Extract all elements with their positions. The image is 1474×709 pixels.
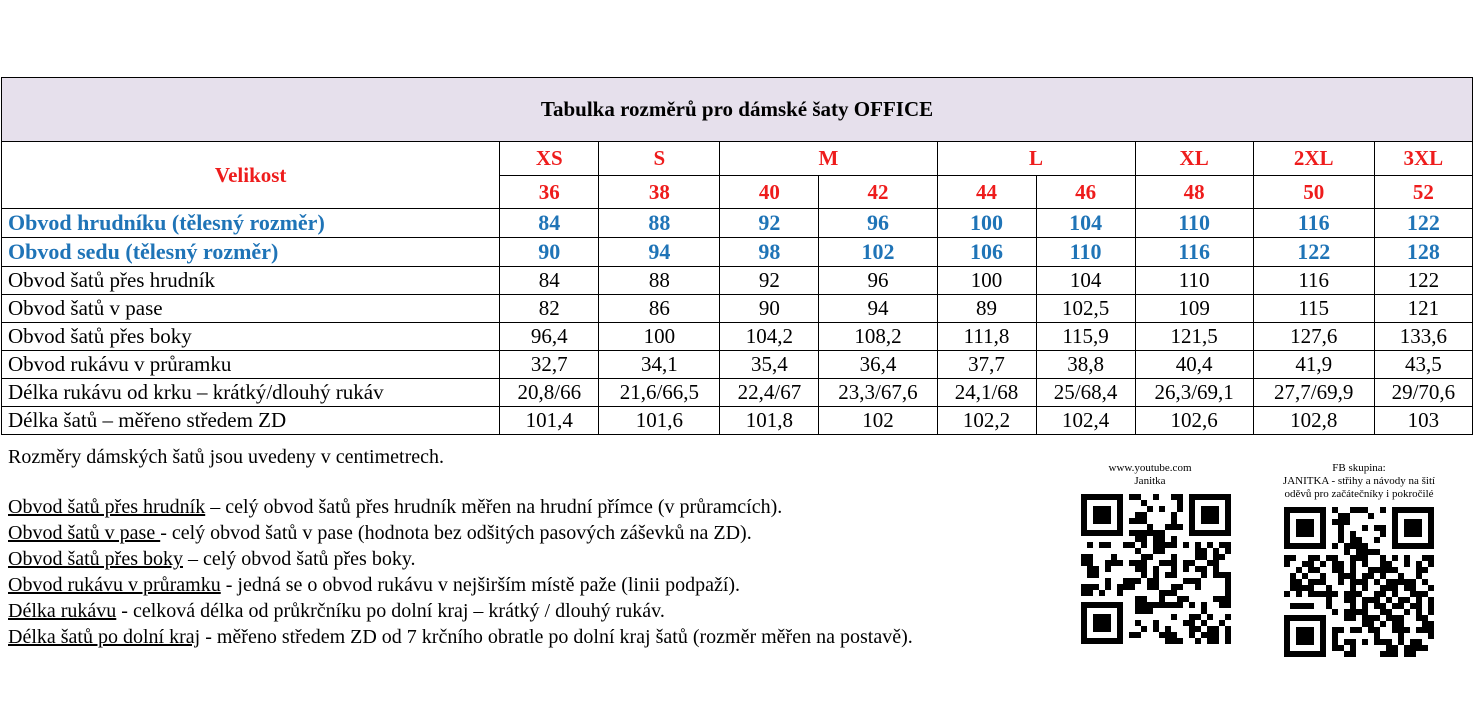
- row-label: Obvod sedu (tělesný rozměr): [2, 238, 500, 267]
- table-row: [2, 407, 1473, 435]
- legend-term: Obvod rukávu v průramku: [8, 574, 221, 596]
- table-cell: 100: [937, 267, 1036, 295]
- table-cell: 96,4: [500, 323, 599, 351]
- table-cell: 102,2: [937, 407, 1036, 435]
- table-cell: 82: [500, 295, 599, 323]
- qr-caption-line: Janitka: [1134, 475, 1166, 487]
- table-cell: 102,4: [1036, 407, 1135, 435]
- table-cell: 101,4: [500, 407, 599, 435]
- size-table: [1, 77, 1473, 435]
- table-cell: 96: [819, 209, 937, 238]
- table-cell: 115,9: [1036, 323, 1135, 351]
- table-cell: 110: [1036, 238, 1135, 267]
- legend: [8, 494, 913, 650]
- eu-size: 46: [1036, 176, 1135, 209]
- size-group-label: 2XL: [1253, 142, 1374, 176]
- table-cell: 84: [500, 267, 599, 295]
- qr-facebook: [1262, 462, 1456, 657]
- qr-caption-line: oděvů pro začátečníky i pokročilé: [1284, 488, 1434, 500]
- table-cell: 90: [720, 295, 819, 323]
- row-label: Obvod šatů přes boky: [2, 323, 500, 351]
- row-label: Obvod rukávu v průramku: [2, 351, 500, 379]
- table-cell: 102: [819, 238, 937, 267]
- legend-description: – celý obvod šatů přes hrudník měřen na hrudní přímce (v průramcích).: [205, 496, 783, 518]
- table-cell: 101,6: [599, 407, 720, 435]
- size-header-label: Velikost: [2, 142, 500, 209]
- table-cell: 103: [1374, 407, 1472, 435]
- eu-size: 52: [1374, 176, 1472, 209]
- table-cell: 122: [1374, 267, 1472, 295]
- table-cell: 36,4: [819, 351, 937, 379]
- eu-size: 42: [819, 176, 937, 209]
- table-cell: 104: [1036, 267, 1135, 295]
- row-label: Obvod hrudníku (tělesný rozměr): [2, 209, 500, 238]
- table-cell: 89: [937, 295, 1036, 323]
- table-cell: 92: [720, 209, 819, 238]
- table-cell: 29/70,6: [1374, 379, 1472, 407]
- legend-description: - jedná se o obvod rukávu v nejširším místě paže (linii podpaží).: [220, 574, 741, 596]
- table-cell: 88: [599, 267, 720, 295]
- table-cell: 102,5: [1036, 295, 1135, 323]
- legend-term: Délka šatů po dolní kraj: [8, 626, 201, 648]
- size-group-label: L: [937, 142, 1135, 176]
- legend-item: [8, 572, 913, 598]
- legend-description: - celý obvod šatů v pase (hodnota bez odšitých pasových záševků na ZD).: [160, 522, 752, 544]
- table-cell: 37,7: [937, 351, 1036, 379]
- table-cell: 96: [819, 267, 937, 295]
- row-label: Délka rukávu od krku – krátký/dlouhý rukáv: [2, 379, 500, 407]
- legend-description: - celková délka od průkrčníku po dolní kraj – krátký / dlouhý rukáv.: [116, 600, 665, 622]
- table-cell: 116: [1135, 238, 1253, 267]
- legend-description: - měřeno středem ZD od 7 krčního obratle po dolní kraj šatů (rozměr měřen na postavě).: [200, 626, 913, 648]
- eu-size: 50: [1253, 176, 1374, 209]
- table-cell: 127,6: [1253, 323, 1374, 351]
- size-group-label: M: [720, 142, 937, 176]
- size-group-label: S: [599, 142, 720, 176]
- table-cell: 98: [720, 238, 819, 267]
- table-cell: 122: [1253, 238, 1374, 267]
- table-cell: 121,5: [1135, 323, 1253, 351]
- row-label: Obvod šatů přes hrudník: [2, 267, 500, 295]
- table-row: [2, 209, 1473, 238]
- table-cell: 104,2: [720, 323, 819, 351]
- table-cell: 110: [1135, 209, 1253, 238]
- table-cell: 34,1: [599, 351, 720, 379]
- table-cell: 43,5: [1374, 351, 1472, 379]
- eu-size: 36: [500, 176, 599, 209]
- table-cell: 90: [500, 238, 599, 267]
- eu-size: 40: [720, 176, 819, 209]
- table-cell: 21,6/66,5: [599, 379, 720, 407]
- legend-item: [8, 494, 913, 520]
- size-group-label: XL: [1135, 142, 1253, 176]
- table-row: [2, 379, 1473, 407]
- table-cell: 122: [1374, 209, 1472, 238]
- table-row: [2, 238, 1473, 267]
- legend-term: Obvod šatů přes hrudník: [8, 496, 206, 518]
- qr-caption-line: JANITKA - střihy a návody na šití: [1282, 475, 1436, 487]
- table-cell: 121: [1374, 295, 1472, 323]
- table-cell: 106: [937, 238, 1036, 267]
- eu-size: 48: [1135, 176, 1253, 209]
- table-cell: 22,4/67: [720, 379, 819, 407]
- table-cell: 133,6: [1374, 323, 1472, 351]
- table-cell: 108,2: [819, 323, 937, 351]
- table-cell: 100: [937, 209, 1036, 238]
- table-row: [2, 323, 1473, 351]
- row-label: Délka šatů – měřeno středem ZD: [2, 407, 500, 435]
- table-row: [2, 351, 1473, 379]
- legend-item: [8, 624, 913, 650]
- table-cell: 102,6: [1135, 407, 1253, 435]
- table-cell: 20,8/66: [500, 379, 599, 407]
- qr-youtube-caption: [1081, 462, 1219, 488]
- table-cell: 27,7/69,9: [1253, 379, 1374, 407]
- legend-item: [8, 520, 913, 546]
- table-cell: 111,8: [937, 323, 1036, 351]
- table-cell: 26,3/69,1: [1135, 379, 1253, 407]
- table-cell: 38,8: [1036, 351, 1135, 379]
- table-cell: 88: [599, 209, 720, 238]
- units-note: Rozměry dámských šatů jsou uvedeny v centimetrech.: [8, 446, 444, 468]
- table-cell: 84: [500, 209, 599, 238]
- table-cell: 32,7: [500, 351, 599, 379]
- qr-caption-line: FB skupina:: [1332, 462, 1386, 474]
- table-cell: 110: [1135, 267, 1253, 295]
- table-cell: 101,8: [720, 407, 819, 435]
- row-label: Obvod šatů v pase: [2, 295, 500, 323]
- table-cell: 41,9: [1253, 351, 1374, 379]
- legend-item: [8, 546, 913, 572]
- table-cell: 115: [1253, 295, 1374, 323]
- qr-code-icon: [1284, 507, 1434, 657]
- table-row: [2, 267, 1473, 295]
- table-cell: 100: [599, 323, 720, 351]
- table-cell: 86: [599, 295, 720, 323]
- table-cell: 94: [599, 238, 720, 267]
- legend-term: Obvod šatů v pase: [8, 522, 161, 544]
- qr-code-icon: [1081, 494, 1231, 644]
- table-cell: 102,8: [1253, 407, 1374, 435]
- table-cell: 24,1/68: [937, 379, 1036, 407]
- table-cell: 109: [1135, 295, 1253, 323]
- eu-size: 38: [599, 176, 720, 209]
- eu-size: 44: [937, 176, 1036, 209]
- table-cell: 92: [720, 267, 819, 295]
- qr-caption-line: www.youtube.com: [1108, 462, 1192, 474]
- table-cell: 104: [1036, 209, 1135, 238]
- size-group-label: XS: [500, 142, 599, 176]
- table-cell: 35,4: [720, 351, 819, 379]
- table-cell: 102: [819, 407, 937, 435]
- table-cell: 116: [1253, 209, 1374, 238]
- size-group-label: 3XL: [1374, 142, 1472, 176]
- table-title: Tabulka rozměrů pro dámské šaty OFFICE: [2, 78, 1473, 142]
- table-cell: 40,4: [1135, 351, 1253, 379]
- qr-youtube: [1081, 462, 1219, 644]
- table-cell: 116: [1253, 267, 1374, 295]
- legend-term: Obvod šatů přes boky: [8, 548, 183, 570]
- table-cell: 25/68,4: [1036, 379, 1135, 407]
- legend-item: [8, 598, 913, 624]
- table-cell: 23,3/67,6: [819, 379, 937, 407]
- table-cell: 128: [1374, 238, 1472, 267]
- table-cell: 94: [819, 295, 937, 323]
- qr-facebook-caption: [1262, 462, 1456, 501]
- table-row: [2, 295, 1473, 323]
- legend-description: – celý obvod šatů přes boky.: [182, 548, 416, 570]
- legend-term: Délka rukávu: [8, 600, 117, 622]
